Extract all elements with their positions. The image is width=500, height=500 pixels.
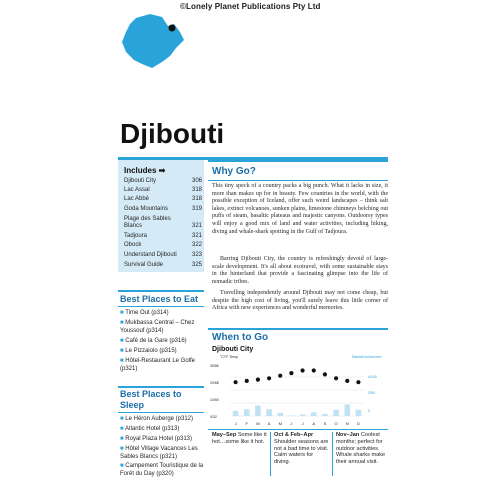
why-go-rule [208,160,388,162]
sleep-rule [118,386,204,388]
month-label: A [312,421,316,426]
rainfall-bar [255,406,261,416]
why-go-paragraph: This tiny speck of a country packs a big punch. What it lacks in size, it more than makes up for in beauty. Few countries in the world, with the possible exception of Iceland, offer such weird landscapes – think salt lakes, extinct volcanoes, sunken plains, limestone chimneys belching out puffs of steam, basaltic plateaus and majestic canyons. Outdoorsy types will enjoy a good mix of land and water activities, including hiking, diving and whale-shark spotting in the Gulf of Tadjoura. [212,183,388,235]
chart-grid [230,377,364,416]
sleep-item[interactable]: ■ Royal Plaza Hotel (p313) [120,436,192,442]
country-map-shape [122,14,184,68]
why-go-heading: Why Go? [212,166,256,177]
sleep-item[interactable]: ■ Hôtel Village Vacances Les Sables Blancs (p321) [120,446,198,460]
rainfall-bar [333,410,339,416]
rain-tick-label: 2/50 [368,391,375,395]
best-sleep-heading: Best Places to Sleep [120,389,182,410]
sleep-item[interactable]: ■ Atlantic Hotel (p313) [120,426,180,432]
page-title: Djibouti [120,118,225,149]
includes-item[interactable]: Survival Guide 325 [124,262,202,268]
when-to-go-rule [208,328,388,330]
eat-item[interactable]: ■ Mukbassa Central – Chez Youssouf (p314) [120,320,195,334]
month-label: M [256,421,260,426]
eat-item[interactable]: ■ Hôtel-Restaurant Le Golfe (p321) [120,358,195,372]
temperature-point [356,380,360,384]
includes-heading: Includes ➡ [124,166,166,175]
month-label: M [278,421,282,426]
eat-item[interactable]: ■ Café de la Gare (p316) [120,338,187,344]
temperature-point [233,380,237,384]
month-label: F [245,421,248,426]
month-labels [235,421,360,426]
includes-item[interactable]: Tadjoura 321 [124,233,202,239]
when-to-go-rule-bottom [208,429,388,430]
month-label: D [356,421,360,426]
rainfall-bar [244,409,250,416]
temperature-point [300,368,304,372]
temperature-point [278,374,282,378]
rainfall-bar [356,410,362,416]
best-eat-heading: Best Places to Eat [120,294,199,304]
locator-map [116,10,188,74]
includes-item[interactable]: Goda Mountains 319 [124,206,202,212]
includes-item[interactable]: Djibouti City 306 [124,178,202,184]
season-note: May–Sep Some like it hot…some like it hot. [212,432,267,445]
rainfall-bar [300,414,306,416]
copyright-notice: ©Lonely Planet Publications Pty Ltd [180,2,321,11]
rainfall-bar [289,415,295,416]
sleep-rule-bottom [118,412,204,413]
temperature-points [233,368,360,384]
temperature-point [345,379,349,383]
includes-item[interactable]: Lac Assal 318 [124,187,202,193]
month-label: O [334,421,338,426]
temperature-point [267,376,271,380]
when-to-go-heading: When to Go [212,332,269,343]
temperature-point [323,372,327,376]
month-label: S [323,421,327,426]
includes-item[interactable]: Plage des Sables Blancs [124,216,171,229]
includes-item[interactable]: Understand Djibouti 323 [124,252,202,258]
includes-item[interactable]: Lac Abbé 318 [124,196,202,202]
why-go-paragraph: Barring Djibouti City, the country is refreshingly devoid of large-scale development. It's all about ecotravel, with some sustainable stays in the hinterland that provide a fascinating glimpse into the life of nomadic tribes. [212,256,388,285]
sleep-item[interactable]: ■ Campement Touristique de la Forêt du Day (p320) [120,463,204,477]
djibouti-marker [169,25,176,32]
month-label: N [345,421,349,426]
season-note: Nov–Jan Coolest months; perfect for outdoor activities. Whale sharks make their annual visit. [336,432,386,466]
climate-city-name: Djibouti City [212,346,254,353]
temperature-point [289,371,293,375]
season-divider [270,432,271,476]
rain-tick-label: 0 [368,409,370,413]
sleep-item[interactable]: ■ Le Héron Auberge (p312) [120,416,194,422]
month-label: A [267,421,271,426]
month-label: J [234,421,237,426]
month-label: J [301,421,304,426]
temperature-point [256,378,260,382]
rainfall-bars [233,405,361,416]
month-label: J [290,421,293,426]
rainfall-bar [233,411,239,416]
why-go-rule-bottom [208,180,388,181]
temp-unit-label: °C/°F Temp [220,355,238,359]
rainfall-bar [266,409,272,416]
temperature-point [334,376,338,380]
temp-tick-label: 0/32 [210,415,217,419]
rainfall-bar [344,405,350,416]
eat-rule [118,290,204,292]
includes-item[interactable]: Obock 322 [124,242,202,248]
rainfall-bar [277,413,283,416]
season-note: Oct & Feb–Apr Shoulder seasons are not a bad time to visit. Calm waters for diving. [274,432,329,466]
temp-tick-label: 20/68 [210,381,219,385]
why-go-paragraph: Travelling independently around Djibouti may not come cheap, but despite the high cost of living, you'll surely leave this little corner of Africa with new experiences and wonderful memories. [212,290,388,312]
eat-item[interactable]: ■ Le Pizzaiolo (p315) [120,348,177,354]
temperature-point [245,379,249,383]
rain-tick-label: 4/100 [368,375,377,379]
eat-rule-bottom [118,306,204,307]
eat-item[interactable]: ■ Time Out (p314) [120,310,169,316]
temperature-point [312,368,316,372]
rainfall-bar [311,412,317,416]
season-divider [332,432,333,476]
temp-tick-label: 10/50 [210,398,219,402]
temp-tick-label: 30/86 [210,364,219,368]
rain-unit-label: Rainfall inches/mm [352,355,382,359]
rainfall-bar [322,414,328,416]
climate-chart [208,352,390,430]
